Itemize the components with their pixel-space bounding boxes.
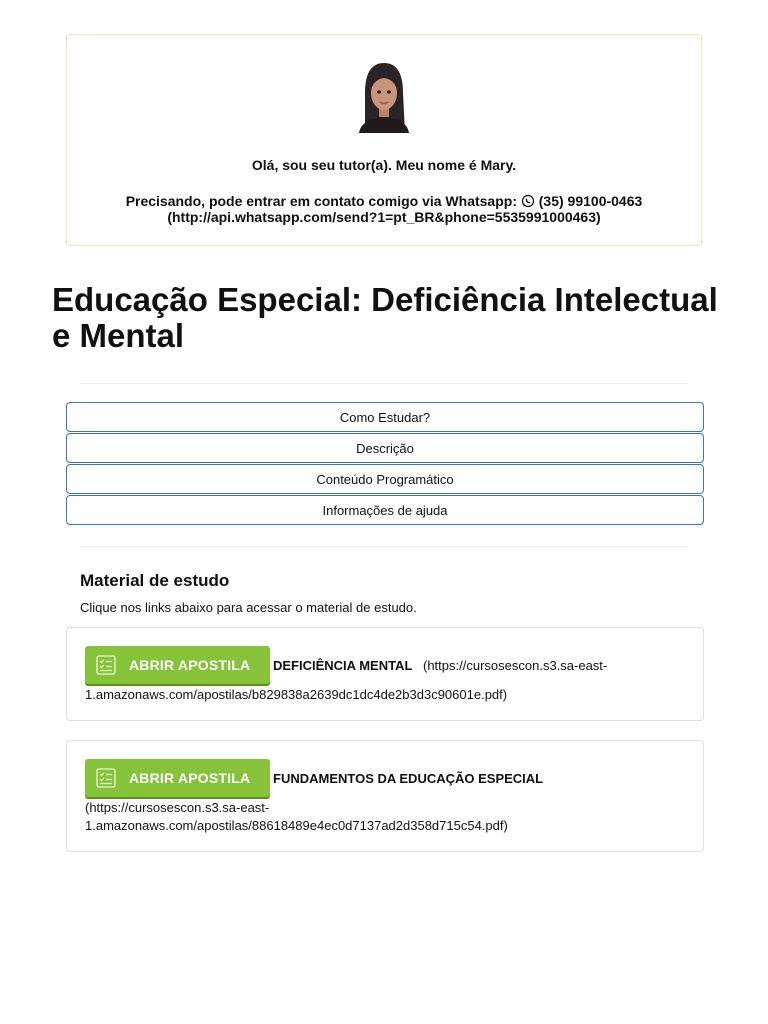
material-card	[66, 740, 704, 852]
material-name: DEFICIÊNCIA MENTAL	[273, 658, 413, 673]
open-apostila-button[interactable]	[85, 646, 270, 684]
accordion-descricao[interactable]: Descrição	[66, 433, 704, 463]
tutor-card	[66, 34, 702, 246]
page-title: Educação Especial: Deficiência Intelectual e Mental	[52, 281, 718, 354]
material-card	[66, 627, 704, 721]
contact-link[interactable]: (http://api.whatsapp.com/send?1=pt_BR&phone=5535991000463)	[167, 209, 601, 225]
material-url[interactable]: 1.amazonaws.com/apostilas/b829838a2639dc1dc4de2b3d3c90601e.pdf)	[85, 687, 508, 702]
checklist-icon	[95, 654, 117, 676]
divider	[80, 383, 688, 384]
tutor-contact	[67, 193, 701, 225]
divider	[80, 546, 688, 547]
open-apostila-button[interactable]	[85, 759, 270, 797]
tutor-avatar	[349, 59, 419, 133]
contact-phone: (35) 99100-0463	[538, 193, 643, 209]
material-subtitle: Clique nos links abaixo para acessar o material de estudo.	[80, 600, 417, 615]
material-url[interactable]: (https://cursosescon.s3.sa-east-	[85, 800, 270, 815]
material-name: FUNDAMENTOS DA EDUCAÇÃO ESPECIAL	[273, 771, 544, 786]
tutor-greeting: Olá, sou seu tutor(a). Meu nome é Mary.	[251, 157, 517, 173]
material-url[interactable]: (https://cursosescon.s3.sa-east-	[423, 658, 608, 673]
accordion-como-estudar[interactable]: Como Estudar?	[66, 402, 704, 432]
checklist-icon	[95, 767, 117, 789]
open-apostila-label: ABRIR APOSTILA	[129, 657, 251, 673]
accordion	[66, 402, 704, 526]
contact-prefix: Precisando, pode entrar em contato comigo via Whatsapp:	[125, 193, 517, 209]
accordion-informacoes-de-ajuda[interactable]: Informações de ajuda	[66, 495, 704, 525]
material-url[interactable]: 1.amazonaws.com/apostilas/88618489e4ec0d7137ad2d358d715c54.pdf)	[85, 818, 508, 833]
material-heading: Material de estudo	[80, 571, 230, 590]
whatsapp-icon	[521, 194, 535, 208]
open-apostila-label: ABRIR APOSTILA	[129, 770, 251, 786]
accordion-conteudo-programatico[interactable]: Conteúdo Programático	[66, 464, 704, 494]
